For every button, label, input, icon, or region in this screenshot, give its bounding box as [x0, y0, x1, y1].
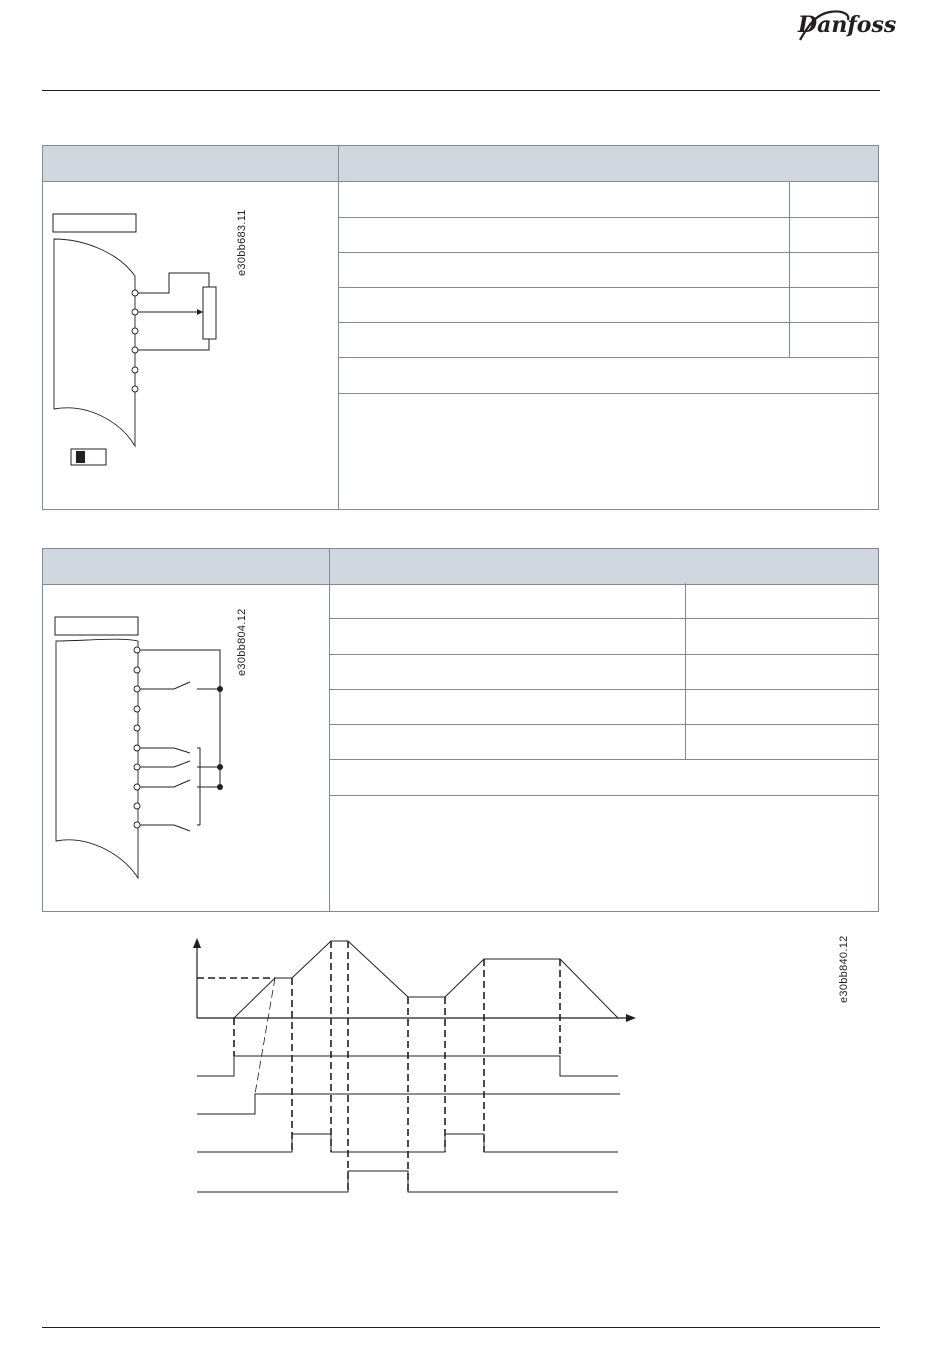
row-divider: [338, 357, 879, 358]
timing-diagram: [0, 930, 950, 1210]
potentiometer-wiring-diagram: [42, 181, 338, 509]
row-divider: [329, 654, 879, 655]
figure-code: e30bb683.11: [236, 209, 248, 276]
row-divider: [338, 217, 879, 218]
column-divider: [789, 181, 790, 358]
row-divider: [338, 252, 879, 253]
y-axis-arrow: [193, 938, 201, 948]
column-divider: [685, 583, 686, 759]
row-divider: [329, 795, 879, 796]
digital-inputs-wiring-diagram: [42, 583, 330, 911]
x-axis-arrow: [626, 1014, 636, 1022]
column-divider: [338, 145, 339, 510]
danfoss-logo: [790, 4, 897, 46]
table-header: [43, 146, 878, 182]
row-divider: [338, 287, 879, 288]
row-divider: [329, 724, 879, 725]
table-header: [43, 549, 878, 585]
logo-wordmark: Danfoss: [798, 12, 897, 38]
row-divider: [329, 689, 879, 690]
row-divider: [329, 759, 879, 760]
figure-code: e30bb840.12: [838, 935, 850, 1003]
row-divider: [338, 393, 879, 394]
header-rule: [42, 90, 880, 91]
row-divider: [329, 618, 879, 619]
footer-rule: [42, 1327, 880, 1328]
figure-code: e30bb804.12: [236, 608, 248, 676]
row-divider: [338, 322, 879, 323]
